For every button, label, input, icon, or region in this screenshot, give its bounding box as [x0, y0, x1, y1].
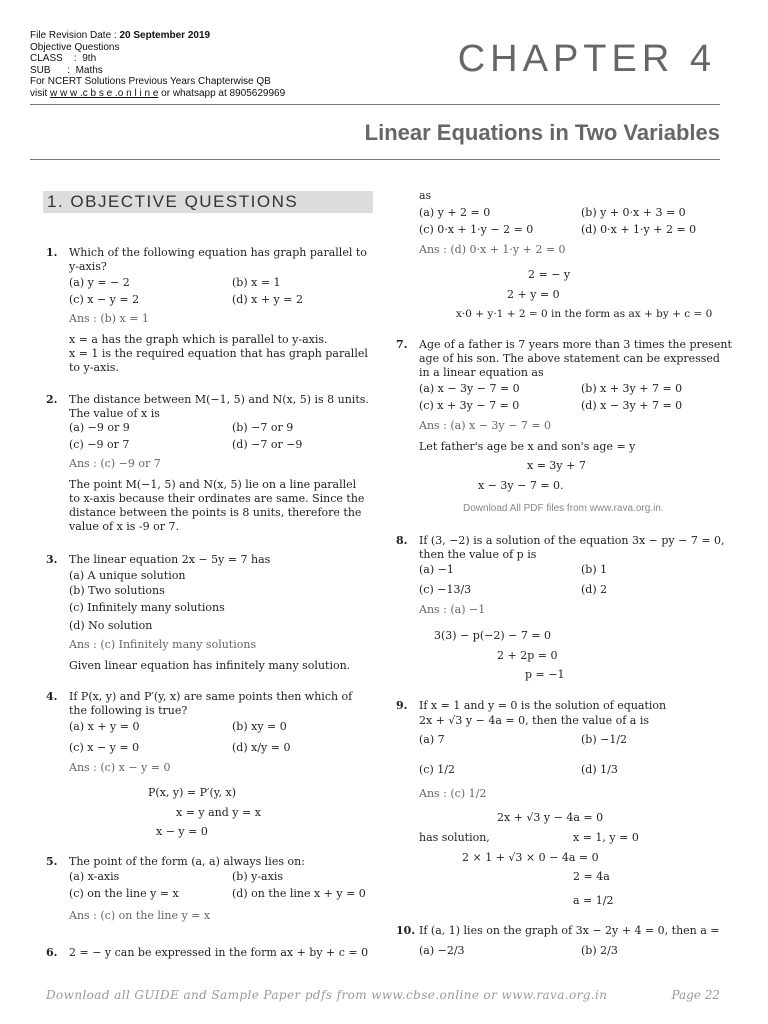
chapter-heading: CHAPTER 4 — [457, 38, 716, 80]
option-b: (b) 2/3 — [581, 944, 618, 957]
explanation: 2x + √3 y − 4a = 0 — [497, 811, 604, 824]
option-d: (d) x + y = 2 — [232, 293, 303, 306]
question-text: If (a, 1) lies on the graph of 3x − 2y + 4 = 0, then a = — [419, 924, 720, 937]
option-c: (c) 1/2 — [419, 763, 455, 776]
option-a: (a) −2/3 — [419, 944, 465, 957]
option-b: (b) −7 or 9 — [232, 421, 294, 434]
explanation: Given linear equation has infinitely many solution. — [69, 659, 351, 672]
meta-line: For NCERT Solutions Previous Years Chapterwise QB — [30, 76, 271, 87]
option-a: (a) x-axis — [69, 870, 120, 883]
option-d: (d) 1/3 — [581, 763, 618, 776]
explanation: Let father's age be x and son's age = y — [419, 440, 636, 453]
divider — [30, 159, 720, 160]
meta-subject: SUB : Maths — [30, 64, 103, 76]
question-text: y-axis? — [69, 260, 107, 273]
option-d: (d) 2 — [581, 583, 608, 596]
explanation: p = −1 — [525, 668, 565, 681]
explanation: P(x, y) = P′(y, x) — [148, 786, 237, 799]
header-meta — [30, 30, 285, 99]
explanation: x·0 + y·1 + 2 = 0 in the form as ax + by + c = 0 — [456, 308, 713, 320]
question-text: then the value of p is — [419, 548, 537, 561]
explanation: The point M(−1, 5) and N(x, 5) lie on a line parallel — [69, 478, 357, 491]
section-heading: 1. OBJECTIVE QUESTIONS — [43, 191, 373, 213]
question-number: 10. — [396, 924, 416, 937]
explanation: 2 = 4a — [573, 870, 610, 883]
answer: Ans : (b) x = 1 — [69, 312, 149, 325]
option-b: (b) 1 — [581, 563, 608, 576]
answer: Ans : (a) x − 3y − 7 = 0 — [419, 419, 552, 432]
option-c: (c) −13/3 — [419, 583, 472, 596]
option-a: (a) −9 or 9 — [69, 421, 130, 434]
answer: Ans : (c) Infinitely many solutions — [69, 638, 257, 651]
answer: Ans : (a) −1 — [419, 603, 486, 616]
explanation: a = 1/2 — [573, 894, 614, 907]
option-b: (b) Two solutions — [69, 584, 165, 597]
question-text: Age of a father is 7 years more than 3 times the present — [419, 338, 732, 351]
answer: Ans : (c) on the line y = x — [69, 909, 211, 922]
explanation: to x-axis because their ordinates are same. Since the — [69, 492, 365, 505]
option-d: (d) No solution — [69, 619, 153, 632]
explanation: distance between the points is 8 units, therefore the — [69, 506, 362, 519]
question-text: 2 = − y can be expressed in the form ax + by + c = 0 — [69, 946, 369, 959]
option-a: (a) y = − 2 — [69, 276, 130, 289]
explanation: 2 + 2p = 0 — [497, 649, 558, 662]
option-d: (d) x − 3y + 7 = 0 — [581, 399, 683, 412]
option-d: (d) 0·x + 1·y + 2 = 0 — [581, 223, 697, 236]
visit-text: visit — [30, 87, 50, 99]
question-text: age of his son. The above statement can be expressed — [419, 352, 720, 365]
explanation: 2 = − y — [528, 268, 571, 281]
explanation: value of x is -9 or 7. — [69, 520, 180, 533]
explanation: 3(3) − p(−2) − 7 = 0 — [434, 629, 552, 642]
divider — [30, 104, 720, 105]
question-number: 5. — [46, 855, 58, 868]
option-c: (c) −9 or 7 — [69, 438, 130, 451]
option-b: (b) −1/2 — [581, 733, 628, 746]
option-b: (b) y + 0·x + 3 = 0 — [581, 206, 686, 219]
explanation: x − y = 0 — [156, 825, 208, 838]
option-b: (b) x + 3y + 7 = 0 — [581, 382, 683, 395]
question-text: If P(x, y) and P′(y, x) are same points then which of — [69, 690, 353, 703]
option-b: (b) y-axis — [232, 870, 283, 883]
explanation: x = 1, y = 0 — [573, 831, 639, 844]
option-c: (c) on the line y = x — [69, 887, 179, 900]
explanation: x = y and y = x — [176, 806, 261, 819]
question-text: in a linear equation as — [419, 366, 544, 379]
explanation: x = 3y + 7 — [527, 459, 586, 472]
question-text: The linear equation 2x − 5y = 7 has — [69, 553, 271, 566]
explanation: x − 3y − 7 = 0. — [478, 479, 564, 492]
question-number: 9. — [396, 699, 408, 712]
question-text: as — [419, 189, 432, 202]
option-d: (d) −7 or −9 — [232, 438, 303, 451]
meta-class: CLASS : 9th — [30, 53, 97, 64]
option-c: (c) x + 3y − 7 = 0 — [419, 399, 520, 412]
option-a: (a) y + 2 = 0 — [419, 206, 491, 219]
chapter-title: Linear Equations in Two Variables — [364, 120, 720, 145]
option-a: (a) x − 3y − 7 = 0 — [419, 382, 520, 395]
question-number: 2. — [46, 393, 58, 406]
option-a: (a) 7 — [419, 733, 445, 746]
question-number: 4. — [46, 690, 58, 703]
explanation: to y-axis. — [69, 361, 119, 374]
whatsapp-text: or whatsapp at 8905629969 — [158, 87, 286, 99]
option-a: (a) −1 — [419, 563, 454, 576]
explanation: x = a has the graph which is parallel to y-axis. — [69, 333, 328, 346]
page-number: Page 22 — [671, 988, 720, 1002]
question-text: The value of x is — [69, 407, 160, 420]
revision-label: File Revision Date : — [30, 30, 120, 41]
meta-line: Objective Questions — [30, 41, 120, 53]
watermark: Download All PDF files from www.rava.org.in. — [463, 503, 664, 514]
question-text: If x = 1 and y = 0 is the solution of equation — [419, 699, 667, 712]
option-c: (c) x − y = 2 — [69, 293, 140, 306]
footer-text: Download all GUIDE and Sample Paper pdfs from www.cbse.online or www.rava.org.in — [46, 988, 608, 1002]
question-number: 3. — [46, 553, 58, 566]
question-text: Which of the following equation has graph parallel to — [69, 246, 367, 259]
option-d: (d) on the line x + y = 0 — [232, 887, 366, 900]
question-number: 6. — [46, 946, 58, 959]
question-text: The distance between M(−1, 5) and N(x, 5) is 8 units. — [69, 393, 369, 406]
answer: Ans : (c) −9 or 7 — [69, 457, 161, 470]
explanation: 2 + y = 0 — [507, 288, 560, 301]
explanation: has solution, — [419, 831, 490, 844]
option-c: (c) x − y = 0 — [69, 741, 140, 754]
option-b: (b) x = 1 — [232, 276, 281, 289]
question-text: The point of the form (a, a) always lies on: — [69, 855, 305, 868]
site-link[interactable]: w w w .c b s e .o n l i n e — [50, 87, 159, 99]
option-a: (a) A unique solution — [69, 569, 186, 582]
option-b: (b) xy = 0 — [232, 720, 287, 733]
answer: Ans : (c) 1/2 — [419, 787, 487, 800]
answer: Ans : (d) 0·x + 1·y + 2 = 0 — [419, 243, 566, 256]
option-d: (d) x/y = 0 — [232, 741, 291, 754]
option-a: (a) x + y = 0 — [69, 720, 140, 733]
question-number: 1. — [46, 246, 58, 259]
question-text: the following is true? — [69, 704, 188, 717]
answer: Ans : (c) x − y = 0 — [69, 761, 171, 774]
question-number: 8. — [396, 534, 408, 547]
question-number: 7. — [396, 338, 408, 351]
explanation: x = 1 is the required equation that has graph parallel — [69, 347, 368, 360]
question-text: 2x + √3 y − 4a = 0, then the value of a is — [419, 714, 649, 727]
revision-date: 20 September 2019 — [119, 30, 211, 41]
option-c: (c) 0·x + 1·y − 2 = 0 — [419, 223, 534, 236]
explanation: 2 × 1 + √3 × 0 − 4a = 0 — [462, 851, 599, 864]
question-text: If (3, −2) is a solution of the equation 3x − py − 7 = 0, — [419, 534, 725, 547]
option-c: (c) Infinitely many solutions — [69, 601, 225, 614]
